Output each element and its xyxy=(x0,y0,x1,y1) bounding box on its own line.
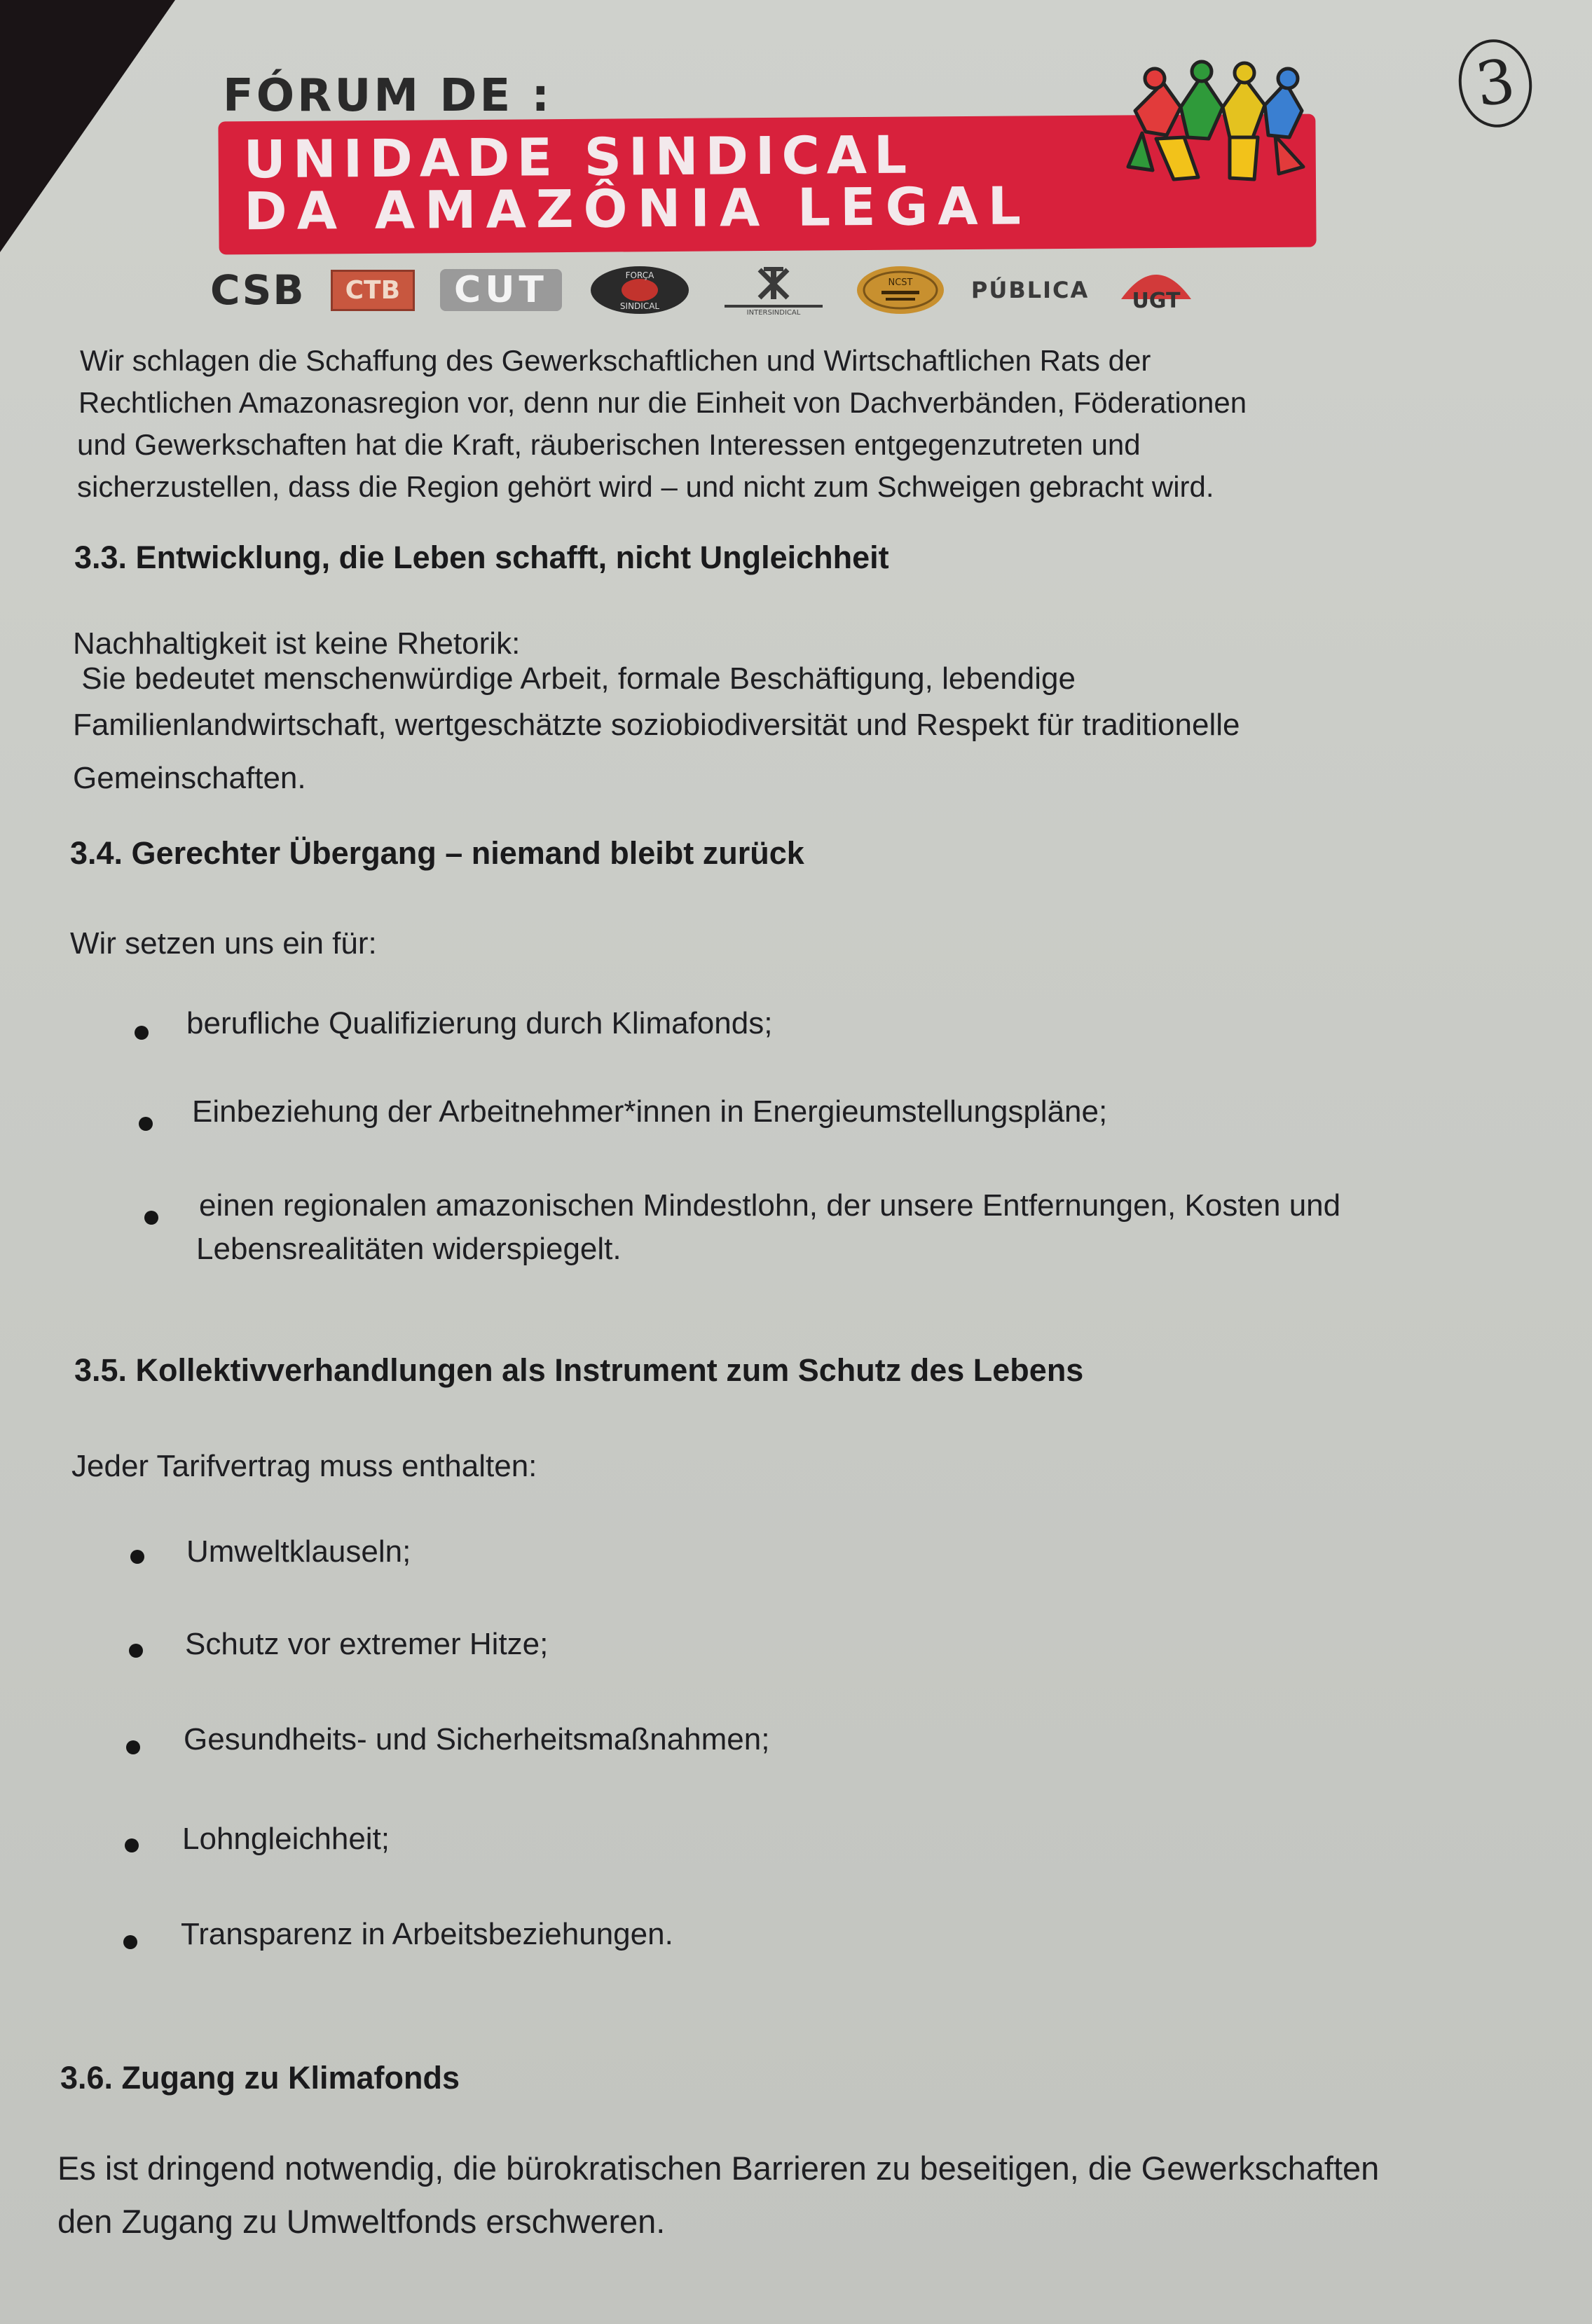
csb-logo: CSB xyxy=(210,266,306,314)
s34-bullet-3-cont: Lebensrealitäten widerspiegelt. xyxy=(196,1232,622,1266)
s35-bullet-5: Transparenz in Arbeitsbeziehungen. xyxy=(181,1917,673,1951)
s34-bullet-3: einen regionalen amazonischen Mindestlohn, der unsere Entfernungen, Kosten und xyxy=(199,1188,1341,1223)
s35-bullet-1: Umweltklauseln; xyxy=(186,1534,411,1569)
forum-label: FÓRUM DE : xyxy=(223,70,553,122)
publica-logo: PÚBLICA xyxy=(970,277,1090,303)
s34-bullet-1: berufliche Qualifizierung durch Klimafonds; xyxy=(186,1006,773,1040)
bullet-dot xyxy=(123,1935,137,1949)
svg-text:UGT: UGT xyxy=(1132,289,1181,313)
s36-line-2: den Zugang zu Umweltfonds erschweren. xyxy=(57,2203,666,2240)
s34-intro: Wir setzen uns ein für: xyxy=(70,926,377,961)
bullet-dot xyxy=(129,1644,143,1658)
s33-line-4: Gemeinschaften. xyxy=(73,761,306,795)
banner-title-line-2: DA AMAZÔNIA LEGAL xyxy=(243,176,1031,242)
bullet-dot xyxy=(139,1117,153,1131)
people-circle-logo-icon xyxy=(1114,55,1317,188)
s35-bullet-3: Gesundheits- und Sicherheitsmaßnahmen; xyxy=(184,1722,770,1756)
intro-line-1: Wir schlagen die Schaffung des Gewerkschaftlichen und Wirtschaftlichen Rats der xyxy=(80,344,1151,377)
s33-line-2: Sie bedeutet menschenwürdige Arbeit, formale Beschäftigung, lebendige xyxy=(73,661,1076,696)
cut-logo: CUT xyxy=(440,269,562,311)
s35-intro: Jeder Tarifvertrag muss enthalten: xyxy=(71,1449,537,1483)
s36-line-1: Es ist dringend notwendig, die bürokratischen Barrieren zu beseitigen, die Gewerkschaften xyxy=(57,2150,1380,2187)
ctb-logo: CTB xyxy=(331,270,415,311)
bullet-dot xyxy=(125,1838,139,1852)
heading-3-4: 3.4. Gerechter Übergang – niemand bleibt zurück xyxy=(70,835,804,871)
union-logos-row xyxy=(210,261,1345,319)
s34-bullet-2: Einbeziehung der Arbeitnehmer*innen in Energieumstellungspläne; xyxy=(192,1094,1108,1129)
forca-sindical-logo-icon xyxy=(587,264,692,316)
s33-line-1: Nachhaltigkeit ist keine Rhetorik: xyxy=(73,626,521,661)
dark-background-corner xyxy=(0,0,175,252)
svg-text:NCST: NCST xyxy=(888,277,913,288)
bullet-dot xyxy=(144,1211,158,1225)
intro-line-3: und Gewerkschaften hat die Kraft, räuberischen Interessen entgegenzutreten und xyxy=(77,428,1141,461)
svg-text:FORÇA: FORÇA xyxy=(625,270,654,280)
intro-line-2: Rechtlichen Amazonasregion vor, denn nur die Einheit von Dachverbänden, Föderationen xyxy=(78,386,1247,419)
intro-line-4: sicherzustellen, dass die Region gehört wird – und nicht zum Schweigen gebracht wird. xyxy=(77,470,1214,503)
bullet-dot xyxy=(126,1740,140,1754)
s35-bullet-4: Lohngleichheit; xyxy=(182,1822,390,1856)
banner-title-line-1: UNIDADE SINDICAL xyxy=(243,125,914,191)
ncst-logo-icon xyxy=(855,264,946,316)
heading-3-3: 3.3. Entwicklung, die Leben schafft, nicht Ungleichheit xyxy=(74,539,889,575)
heading-3-6: 3.6. Zugang zu Klimafonds xyxy=(60,2060,460,2096)
bullet-dot xyxy=(135,1026,149,1040)
handwritten-page-number: 3 xyxy=(1453,34,1538,132)
s33-line-3: Familienlandwirtschaft, wertgeschätzte soziobiodiversität und Respekt für traditionelle xyxy=(73,708,1240,742)
ugt-logo-icon xyxy=(1114,264,1198,316)
svg-text:INTERSINDICAL: INTERSINDICAL xyxy=(746,309,801,316)
svg-text:SINDICAL: SINDICAL xyxy=(619,301,659,311)
s35-bullet-2: Schutz vor extremer Hitze; xyxy=(185,1627,549,1661)
intersindical-logo-icon xyxy=(718,264,830,316)
bullet-dot xyxy=(130,1550,144,1564)
heading-3-5: 3.5. Kollektivverhandlungen als Instrument zum Schutz des Lebens xyxy=(74,1352,1084,1388)
